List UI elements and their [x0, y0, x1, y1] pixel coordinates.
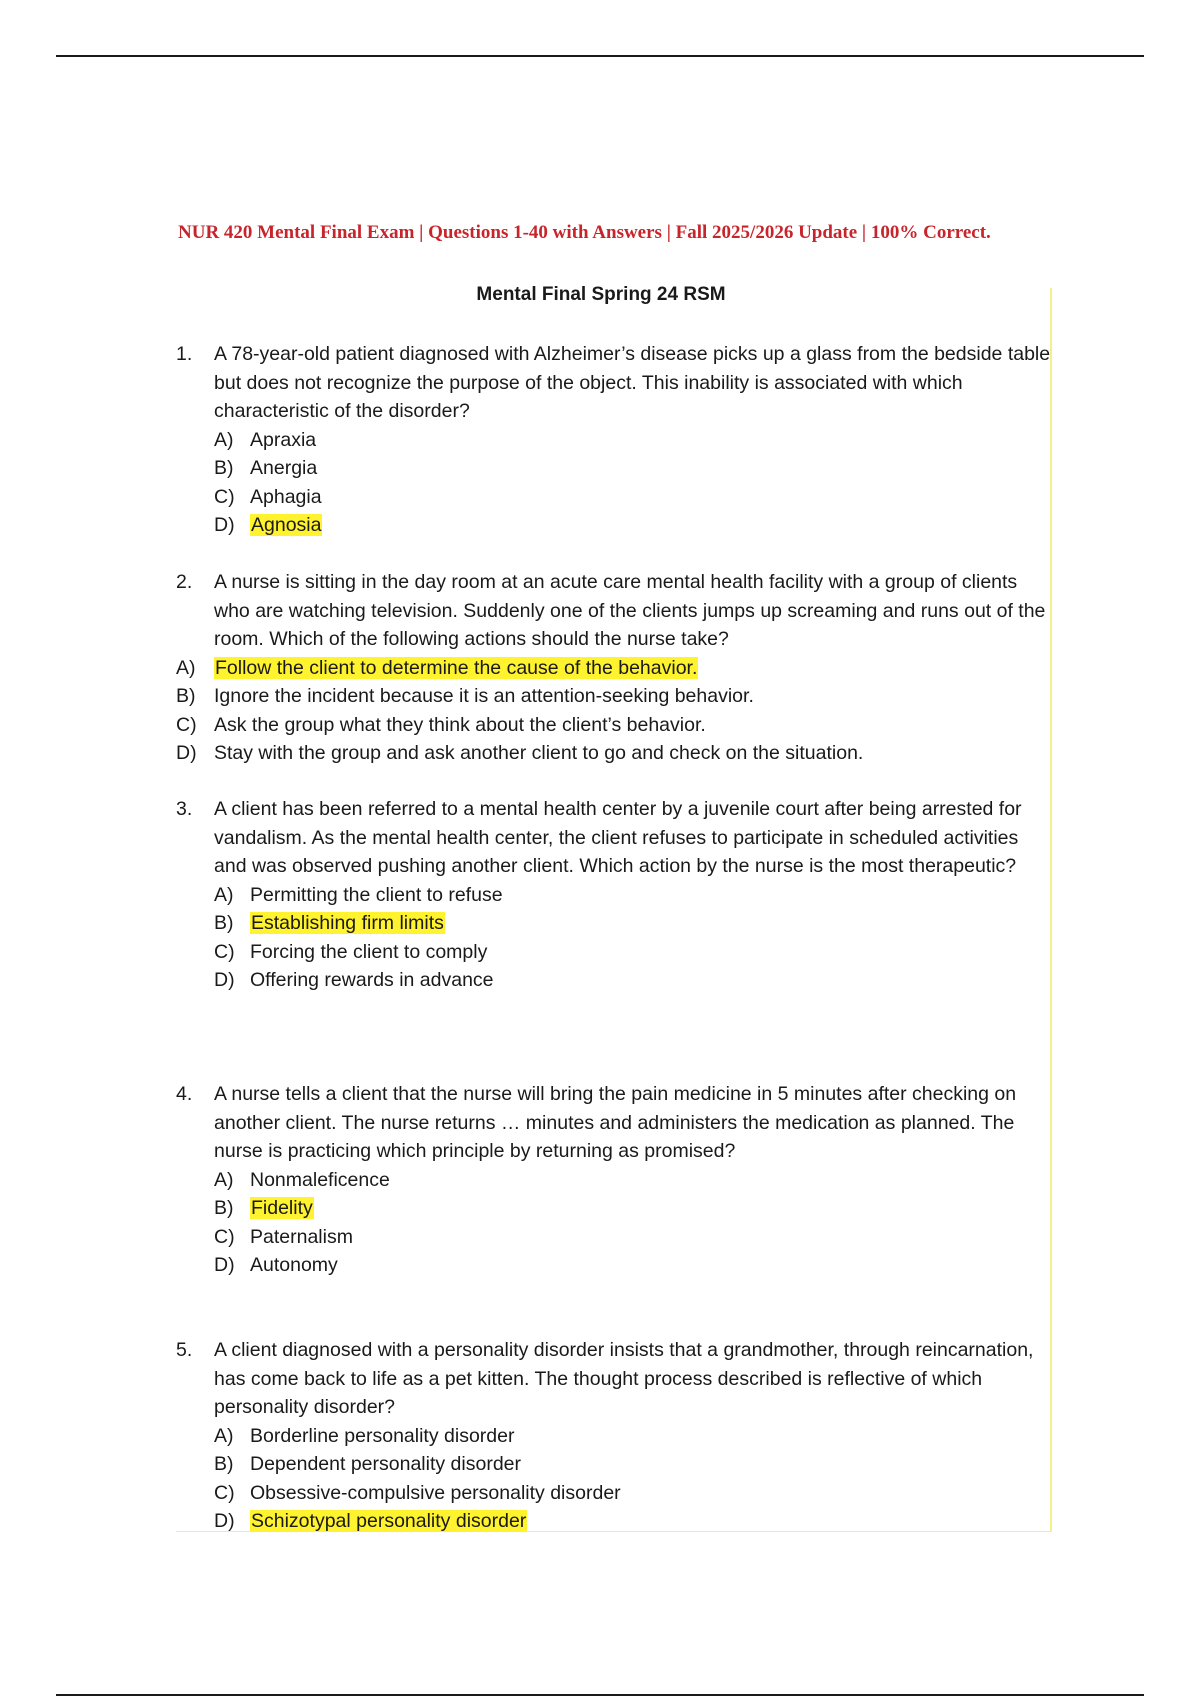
- question-text: A nurse is sitting in the day room at an acute care mental health facility with a group of clients who are watching television. Suddenly one of the clients jumps up screaming and runs out of the room. Which of the following actions should the nurse take?: [214, 571, 1046, 650]
- highlighted-answer: Follow the client to determine the cause of the behavior.: [215, 656, 698, 679]
- option-letter: D): [214, 969, 235, 991]
- answer-option: [176, 1251, 1056, 1280]
- highlighted-answer: Agnosia: [251, 514, 322, 536]
- question-5: [176, 1336, 1056, 1536]
- option-letter: B): [214, 1197, 234, 1219]
- option-letter: B): [214, 912, 234, 934]
- option-letter: A): [214, 1424, 234, 1447]
- document-title: NUR 420 Mental Final Exam | Questions 1-40 with Answers | Fall 2025/2026 Update | 100% Correct.: [178, 222, 991, 243]
- question-number: 2.: [176, 571, 193, 593]
- option-letter: A): [176, 656, 196, 679]
- option-text: Anergia: [250, 457, 318, 479]
- option-text: Permitting the client to refuse: [250, 883, 503, 906]
- option-text: Ask the group what they think about the client’s behavior.: [214, 713, 706, 736]
- answer-option: [176, 454, 1056, 483]
- answer-option: [176, 711, 1056, 740]
- answer-option-correct: [176, 654, 1056, 683]
- option-letter: C): [176, 713, 197, 736]
- option-text: Forcing the client to comply: [250, 940, 488, 963]
- option-letter: D): [214, 514, 235, 536]
- answer-option: [176, 1422, 1056, 1451]
- question-stem: [176, 568, 1056, 654]
- question-text: A client diagnosed with a personality disorder insists that a grandmother, through reincarnation, has come back to life as a pet kitten. The thought process described is reflective of which personality disorder?: [214, 1339, 1034, 1418]
- question-text: A 78-year-old patient diagnosed with Alzheimer’s disease picks up a glass from the bedside table but does not recognize the purpose of the object. This inability is associated with which characteristic of the disorder?: [214, 343, 1051, 422]
- option-text: Nonmaleficence: [250, 1168, 390, 1191]
- answer-option: [176, 938, 1056, 967]
- option-text: Apraxia: [250, 428, 317, 451]
- exam-sheet-title: Mental Final Spring 24 RSM: [476, 284, 726, 305]
- highlighted-answer: Fidelity: [251, 1197, 313, 1219]
- question-2: [176, 568, 1056, 768]
- answer-option: [176, 966, 1056, 995]
- question-stem: [176, 340, 1056, 426]
- question-4: [176, 1080, 1056, 1280]
- answer-option-correct: [176, 511, 1056, 540]
- option-text: Ignore the incident because it is an attention-seeking behavior.: [214, 685, 754, 707]
- option-letter: C): [214, 940, 235, 963]
- option-text: Obsessive-compulsive personality disorder: [250, 1481, 621, 1504]
- top-rule: [56, 55, 1144, 57]
- question-text: A client has been referred to a mental health center by a juvenile court after being arrested for vandalism. As the mental health center, the client refuses to participate in scheduled activities and was observed pushing another client. Which action by the nurse is the most therapeutic?: [214, 798, 1022, 877]
- option-letter: D): [214, 1510, 235, 1532]
- question-stem: [176, 1336, 1056, 1422]
- option-text: Dependent personality disorder: [250, 1453, 522, 1475]
- answer-option: [176, 682, 1056, 711]
- question-stem: [176, 1080, 1056, 1166]
- option-text: Borderline personality disorder: [250, 1424, 515, 1447]
- answer-option: [176, 483, 1056, 512]
- question-number: 5.: [176, 1339, 193, 1361]
- answer-option-correct: [176, 1507, 1056, 1536]
- option-text: Offering rewards in advance: [250, 969, 494, 991]
- option-letter: C): [214, 1481, 235, 1504]
- option-letter: B): [214, 457, 234, 479]
- question-number: 1.: [176, 343, 193, 365]
- answer-option: [176, 1223, 1056, 1252]
- question-number: 3.: [176, 798, 193, 820]
- answer-option-correct: [176, 909, 1056, 938]
- option-text: Stay with the group and ask another client to go and check on the situation.: [214, 742, 864, 764]
- option-letter: A): [214, 1168, 234, 1191]
- highlighted-answer: Establishing firm limits: [251, 912, 444, 934]
- option-letter: B): [176, 685, 196, 707]
- question-text: A nurse tells a client that the nurse will bring the pain medicine in 5 minutes after checking on another client. The nurse returns … minutes and administers the medication as planned. The nurse is practicing which principle by returning as promised?: [214, 1083, 1017, 1162]
- option-text: Autonomy: [250, 1254, 338, 1276]
- highlighted-answer: Schizotypal personality disorder: [251, 1510, 527, 1532]
- answer-option: [176, 739, 1056, 768]
- option-letter: D): [176, 742, 197, 764]
- question-stem: [176, 795, 1056, 881]
- option-letter: A): [214, 883, 234, 906]
- option-letter: C): [214, 1225, 235, 1248]
- option-letter: C): [214, 485, 235, 508]
- answer-option: [176, 881, 1056, 910]
- answer-option: [176, 1166, 1056, 1195]
- bottom-rule: [56, 1694, 1144, 1696]
- answer-option: [176, 1450, 1056, 1479]
- answer-option-correct: [176, 1194, 1056, 1223]
- option-text: Aphagia: [250, 485, 322, 508]
- option-letter: B): [214, 1453, 234, 1475]
- answer-option: [176, 426, 1056, 455]
- answer-option: [176, 1479, 1056, 1508]
- option-text: Paternalism: [250, 1225, 353, 1248]
- question-number: 4.: [176, 1083, 193, 1105]
- option-letter: A): [214, 428, 234, 451]
- question-1: [176, 340, 1056, 540]
- option-letter: D): [214, 1254, 235, 1276]
- question-3: [176, 795, 1056, 995]
